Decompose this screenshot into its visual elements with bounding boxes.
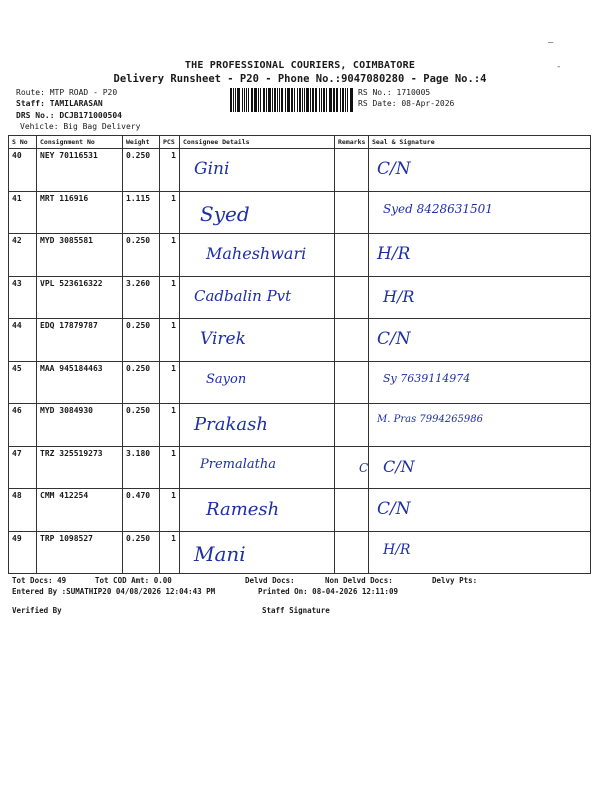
row-remarks xyxy=(335,234,369,276)
barcode-bar xyxy=(312,88,314,112)
barcode-bar xyxy=(233,88,234,112)
barcode-bar xyxy=(306,88,309,112)
barcode-bar xyxy=(333,88,334,112)
barcode-bar xyxy=(336,88,338,112)
row-sno: 45 xyxy=(9,362,37,404)
row-sno: 47 xyxy=(9,447,37,489)
barcode-bar xyxy=(266,88,267,112)
row-seal xyxy=(369,489,591,531)
printed-on: Printed On: 08-04-2026 12:11:09 xyxy=(258,587,398,596)
signature-handwriting: H/R xyxy=(377,244,411,264)
stray-mark: - xyxy=(556,62,562,72)
row-weight: 3.180 xyxy=(123,447,160,489)
rs-date: RS Date: 08-Apr-2026 xyxy=(358,99,455,108)
signature-handwriting: Syed 8428631501 xyxy=(383,201,493,216)
signature-handwriting: C/N xyxy=(377,329,411,349)
row-pcs: 1 xyxy=(160,404,180,446)
table-row xyxy=(9,319,591,362)
table-row xyxy=(9,532,591,575)
barcode-bar xyxy=(326,88,327,112)
row-sno: 40 xyxy=(9,149,37,191)
table-body xyxy=(9,149,591,574)
row-sno: 41 xyxy=(9,192,37,234)
barcode-bar xyxy=(260,88,261,112)
col-consignee: Consignee Details xyxy=(180,136,335,148)
row-consignment: MAA 945184463 xyxy=(37,362,123,404)
barcode-bar xyxy=(329,88,332,112)
barcode-bar xyxy=(279,88,280,112)
barcode-bar xyxy=(235,88,236,112)
table-row xyxy=(9,404,591,447)
row-weight: 0.250 xyxy=(123,362,160,404)
table-row xyxy=(9,277,591,320)
barcode-bar xyxy=(248,88,249,112)
row-seal xyxy=(369,319,591,361)
barcode-bar xyxy=(302,88,303,112)
row-weight: 0.250 xyxy=(123,532,160,574)
row-sno: 48 xyxy=(9,489,37,531)
row-weight: 0.250 xyxy=(123,149,160,191)
row-remarks xyxy=(335,489,369,531)
row-consignee xyxy=(180,404,335,446)
row-consignee xyxy=(180,362,335,404)
row-seal xyxy=(369,277,591,319)
barcode-bar xyxy=(347,88,348,112)
row-consignment: MRT 116916 xyxy=(37,192,123,234)
row-consignee xyxy=(180,149,335,191)
runsheet-table xyxy=(8,135,591,574)
barcode-bar xyxy=(340,88,341,112)
barcode-bar xyxy=(291,88,293,112)
row-weight: 0.250 xyxy=(123,319,160,361)
barcode-bar xyxy=(294,88,295,112)
row-sno: 44 xyxy=(9,319,37,361)
row-pcs: 1 xyxy=(160,489,180,531)
row-consignee xyxy=(180,192,335,234)
row-seal xyxy=(369,532,591,574)
row-seal xyxy=(369,234,591,276)
barcode-bar xyxy=(277,88,278,112)
row-remarks xyxy=(335,362,369,404)
row-consignment: VPL 523616322 xyxy=(37,277,123,319)
row-pcs: 1 xyxy=(160,319,180,361)
row-seal xyxy=(369,362,591,404)
row-pcs: 1 xyxy=(160,149,180,191)
runsheet-subtitle: Delivery Runsheet - P20 - Phone No.:9047080280 - Page No.:4 xyxy=(113,73,487,85)
verified-by: Verified By xyxy=(12,606,62,615)
consignee-handwriting: Virek xyxy=(200,329,246,349)
row-remarks xyxy=(335,277,369,319)
row-remarks xyxy=(335,532,369,574)
row-consignment: MYD 3085581 xyxy=(37,234,123,276)
consignee-handwriting: Cadbalin Pvt xyxy=(194,286,292,305)
row-consignee xyxy=(180,234,335,276)
row-consignment: TRP 1098527 xyxy=(37,532,123,574)
delivery-points: Delvy Pts: xyxy=(432,576,478,585)
barcode-bar xyxy=(242,88,243,112)
row-consignee xyxy=(180,319,335,361)
row-pcs: 1 xyxy=(160,362,180,404)
barcode-bar xyxy=(230,88,232,112)
row-consignee xyxy=(180,447,335,489)
table-row xyxy=(9,447,591,490)
consignee-handwriting: Gini xyxy=(194,159,230,179)
barcode-bar xyxy=(281,88,283,112)
row-remarks xyxy=(335,192,369,234)
col-remarks: Remarks xyxy=(335,136,369,148)
col-seal: Seal & Signature xyxy=(369,136,591,148)
row-consignee xyxy=(180,277,335,319)
col-sno: S No xyxy=(9,136,37,148)
table-row xyxy=(9,234,591,277)
barcode-bar xyxy=(319,88,320,112)
row-weight: 3.260 xyxy=(123,277,160,319)
barcode-bar xyxy=(304,88,305,112)
row-consignment: CMM 412254 xyxy=(37,489,123,531)
row-sno: 42 xyxy=(9,234,37,276)
barcode-bar xyxy=(345,88,346,112)
non-delivered-docs: Non Delvd Docs: xyxy=(325,576,393,585)
consignee-handwriting: Mani xyxy=(194,541,246,566)
signature-handwriting: C/N xyxy=(383,456,415,476)
barcode-bar xyxy=(254,88,257,112)
barcode-bar xyxy=(315,88,317,112)
total-docs: Tot Docs: 49 xyxy=(12,576,67,585)
row-seal xyxy=(369,404,591,446)
row-consignment: EDQ 17879787 xyxy=(37,319,123,361)
consignee-handwriting: Prakash xyxy=(194,414,268,435)
table-row xyxy=(9,192,591,235)
barcode-bar xyxy=(342,88,344,112)
company-name: THE PROFESSIONAL COURIERS, COIMBATORE xyxy=(184,60,416,71)
barcode-bar xyxy=(274,88,276,112)
barcode-bar xyxy=(251,88,253,112)
barcode-bar xyxy=(258,88,259,112)
barcode-bar xyxy=(297,88,298,112)
row-pcs: 1 xyxy=(160,447,180,489)
row-remarks xyxy=(335,149,369,191)
col-consignment: Consignment No xyxy=(37,136,123,148)
consignee-handwriting: Maheshwari xyxy=(206,244,307,263)
drs-label: DRS No.: DCJB171000504 xyxy=(16,111,122,120)
row-seal xyxy=(369,192,591,234)
barcode-bar xyxy=(237,88,240,112)
row-remarks xyxy=(335,404,369,446)
row-pcs: 1 xyxy=(160,192,180,234)
vehicle-label: Vehicle: Big Bag Delivery xyxy=(20,122,141,131)
barcode xyxy=(230,88,354,112)
row-weight: 1.115 xyxy=(123,192,160,234)
signature-handwriting: C/N xyxy=(377,159,411,179)
row-consignee xyxy=(180,532,335,574)
row-seal xyxy=(369,447,591,489)
col-pcs: PCS xyxy=(160,136,180,148)
barcode-bar xyxy=(323,88,325,112)
row-consignment: TRZ 325519273 xyxy=(37,447,123,489)
signature-handwriting: M. Pras 7994265986 xyxy=(377,414,484,425)
col-weight: Weight xyxy=(123,136,160,148)
row-sno: 46 xyxy=(9,404,37,446)
barcode-bar xyxy=(287,88,290,112)
stray-mark: — xyxy=(548,38,554,48)
barcode-bar xyxy=(285,88,286,112)
row-sno: 49 xyxy=(9,532,37,574)
route-label: Route: MTP ROAD - P20 xyxy=(16,88,118,97)
total-cod: Tot COD Amt: 0.00 xyxy=(95,576,172,585)
signature-handwriting: H/R xyxy=(383,286,415,306)
delivered-docs: Delvd Docs: xyxy=(245,576,295,585)
row-weight: 0.250 xyxy=(123,234,160,276)
row-consignment: NEY 70116531 xyxy=(37,149,123,191)
row-consignment: MYD 3084930 xyxy=(37,404,123,446)
row-seal xyxy=(369,149,591,191)
row-pcs: 1 xyxy=(160,532,180,574)
table-row xyxy=(9,489,591,532)
barcode-bar xyxy=(350,88,353,112)
barcode-bar xyxy=(321,88,322,112)
barcode-bar xyxy=(310,88,311,112)
row-weight: 0.250 xyxy=(123,404,160,446)
rs-number: RS No.: 1710005 xyxy=(358,88,431,97)
table-header xyxy=(9,136,591,149)
table-row xyxy=(9,362,591,405)
row-weight: 0.470 xyxy=(123,489,160,531)
row-remarks xyxy=(335,447,369,489)
barcode-bar xyxy=(246,88,247,112)
entered-by: Entered By :SUMATHIP20 04/08/2026 12:04:43 PM xyxy=(12,587,216,596)
barcode-bar xyxy=(263,88,265,112)
row-pcs: 1 xyxy=(160,234,180,276)
consignee-handwriting: Syed xyxy=(200,201,250,226)
remarks-handwriting: C xyxy=(359,460,369,475)
table-row xyxy=(9,149,591,192)
barcode-bar xyxy=(268,88,271,112)
row-sno: 43 xyxy=(9,277,37,319)
staff-signature: Staff Signature xyxy=(262,606,330,615)
consignee-handwriting: Sayon xyxy=(206,371,247,387)
barcode-bar xyxy=(272,88,273,112)
row-consignee xyxy=(180,489,335,531)
barcode-bar xyxy=(244,88,246,112)
row-pcs: 1 xyxy=(160,277,180,319)
signature-handwriting: C/N xyxy=(377,499,411,519)
staff-label: Staff: TAMILARASAN xyxy=(16,99,103,108)
row-remarks xyxy=(335,319,369,361)
barcode-bar xyxy=(299,88,301,112)
barcode-bar xyxy=(334,88,335,112)
signature-handwriting: Sy 7639114974 xyxy=(383,371,471,385)
consignee-handwriting: Premalatha xyxy=(200,456,276,472)
consignee-handwriting: Ramesh xyxy=(206,499,280,520)
signature-handwriting: H/R xyxy=(383,541,411,558)
